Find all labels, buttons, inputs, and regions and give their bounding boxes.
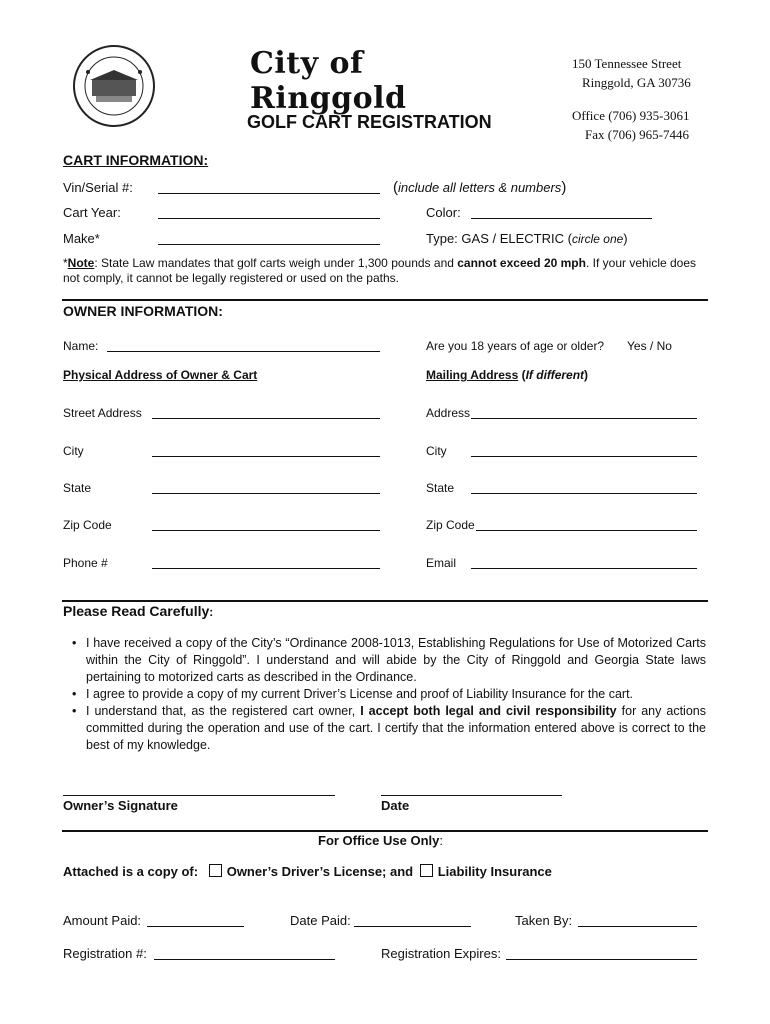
divider-office xyxy=(62,830,708,832)
age-options[interactable]: Yes / No xyxy=(627,339,672,353)
mailing-city-field[interactable] xyxy=(471,456,697,457)
mailing-zip-label: Zip Code xyxy=(426,518,475,532)
signature-date-field[interactable] xyxy=(381,795,562,796)
mailing-state-label: State xyxy=(426,481,455,495)
office-heading-colon: : xyxy=(439,833,443,848)
phone-label: Phone # xyxy=(63,556,108,570)
make-field[interactable] xyxy=(158,244,380,245)
address-line-1: 150 Tennessee Street xyxy=(572,56,682,71)
read-carefully-heading xyxy=(63,603,213,619)
state-label: State xyxy=(63,481,92,495)
fax-number: Fax (706) 965-7446 xyxy=(585,127,689,142)
mailing-hint: If different xyxy=(525,368,585,382)
city-seal xyxy=(72,44,156,128)
type-hint: circle one xyxy=(571,232,624,246)
email-field[interactable] xyxy=(471,568,697,569)
divider-owner xyxy=(62,299,708,301)
phone-field[interactable] xyxy=(152,568,380,569)
owner-signature-label: Owner’s Signature xyxy=(63,798,178,813)
attached-label: Attached is a copy of: xyxy=(63,864,199,879)
date-paid-label: Date Paid: xyxy=(290,913,351,928)
street-field[interactable] xyxy=(152,418,380,419)
cart-year-label: Cart Year: xyxy=(63,205,121,220)
date-paid-field[interactable] xyxy=(354,926,471,927)
mailing-address-field[interactable] xyxy=(471,418,697,419)
vin-hint-open: ( xyxy=(393,179,398,196)
insurance-checkbox[interactable] xyxy=(420,864,433,877)
license-option-label: Owner’s Driver’s License; and xyxy=(226,864,414,879)
bullet3-pre: I understand that, as the registered cart owner, xyxy=(86,704,361,718)
registration-expires-field[interactable] xyxy=(506,959,697,960)
weight-note xyxy=(63,256,709,286)
vin-hint xyxy=(393,179,566,196)
type-label: Type: GAS / ELECTRIC ( xyxy=(426,231,572,246)
note-word: Note xyxy=(67,256,95,270)
state-field[interactable] xyxy=(152,493,380,494)
vin-label: Vin/Serial #: xyxy=(63,180,133,195)
attached-row xyxy=(63,864,552,879)
street-label: Street Address xyxy=(63,406,142,420)
vin-hint-text: include all letters & numbers xyxy=(398,180,562,195)
cart-info-heading: CART INFORMATION: xyxy=(63,152,209,168)
read-heading-colon: : xyxy=(209,605,214,619)
name-field[interactable] xyxy=(107,351,380,352)
city-label: City xyxy=(63,444,84,458)
city-field[interactable] xyxy=(152,456,380,457)
address-line-2: Ringgold, GA 30736 xyxy=(582,75,691,90)
mailing-address-label: Address xyxy=(426,406,471,420)
taken-by-field[interactable] xyxy=(578,926,697,927)
mailing-hint-close: ) xyxy=(584,368,589,382)
zip-label: Zip Code xyxy=(63,518,112,532)
note-asterisk: * xyxy=(63,256,68,270)
age-question: Are you 18 years of age or older? xyxy=(426,339,605,353)
mailing-city-label: City xyxy=(426,444,447,458)
note-bold: cannot exceed 20 mph xyxy=(457,256,586,270)
mailing-heading-text: Mailing Address xyxy=(426,368,519,382)
office-heading-text: For Office Use Only xyxy=(318,833,440,848)
acknowledgement-list xyxy=(70,635,706,754)
note-text: : State Law mandates that golf carts weigh under 1,300 pounds and xyxy=(94,256,458,270)
vin-hint-close: ) xyxy=(561,179,567,196)
bullet3-bold: I accept both legal and civil responsibility xyxy=(360,704,617,718)
zip-field[interactable] xyxy=(152,530,380,531)
mailing-hint-open: ( xyxy=(518,368,526,382)
address-block xyxy=(572,54,691,144)
acknowledgement-item xyxy=(70,703,706,754)
mailing-address-heading xyxy=(426,368,588,382)
vin-field[interactable] xyxy=(158,193,380,194)
type-close: ) xyxy=(623,231,628,246)
divider-read xyxy=(62,600,708,602)
mailing-state-field[interactable] xyxy=(471,493,697,494)
acknowledgement-item: • I have received a copy of the City’s “Ordinance 2008-1013, Establishing Regulations for Use of Motorized Carts within the City of Ringgold”. I understand and will abide by the City of Ringgold and Georgia State laws pertaining to motorized carts as described in the Ordinance. xyxy=(70,635,706,686)
name-label: Name: xyxy=(63,339,99,353)
read-heading-text: Please Read Carefully xyxy=(63,603,210,619)
office-use-heading xyxy=(318,833,443,848)
owner-info-heading: OWNER INFORMATION: xyxy=(63,303,223,319)
make-label: Make* xyxy=(63,231,100,246)
color-label: Color: xyxy=(426,205,461,220)
registration-number-label: Registration #: xyxy=(63,946,147,961)
office-phone: Office (706) 935-3061 xyxy=(572,108,690,123)
form-title: GOLF CART REGISTRATION xyxy=(247,112,492,132)
registration-number-field[interactable] xyxy=(154,959,335,960)
license-checkbox[interactable] xyxy=(209,864,222,877)
physical-address-heading: Physical Address of Owner & Cart xyxy=(63,368,258,382)
color-field[interactable] xyxy=(471,218,652,219)
signature-date-label: Date xyxy=(381,798,410,813)
amount-paid-field[interactable] xyxy=(147,926,244,927)
registration-expires-label: Registration Expires: xyxy=(381,946,501,961)
city-title: City of Ringgold xyxy=(250,46,407,116)
acknowledgement-item: • I agree to provide a copy of my current Driver’s License and proof of Liability Insurance for the cart. xyxy=(70,686,706,703)
email-label: Email xyxy=(426,556,457,570)
insurance-option-label: Liability Insurance xyxy=(437,864,552,879)
cart-year-field[interactable] xyxy=(158,218,380,219)
owner-signature-field[interactable] xyxy=(63,795,335,796)
mailing-zip-field[interactable] xyxy=(476,530,697,531)
amount-paid-label: Amount Paid: xyxy=(63,913,142,928)
taken-by-label: Taken By: xyxy=(515,913,573,928)
bullet3-post: for any actions committed during the operation and use of the cart. I certify that the information entered above is correct to the best of my knowledge. xyxy=(86,704,706,752)
note-tail: . If your vehicle does not comply, it cannot be legally registered or used on the paths. xyxy=(63,256,697,285)
type-selector[interactable] xyxy=(426,231,628,246)
